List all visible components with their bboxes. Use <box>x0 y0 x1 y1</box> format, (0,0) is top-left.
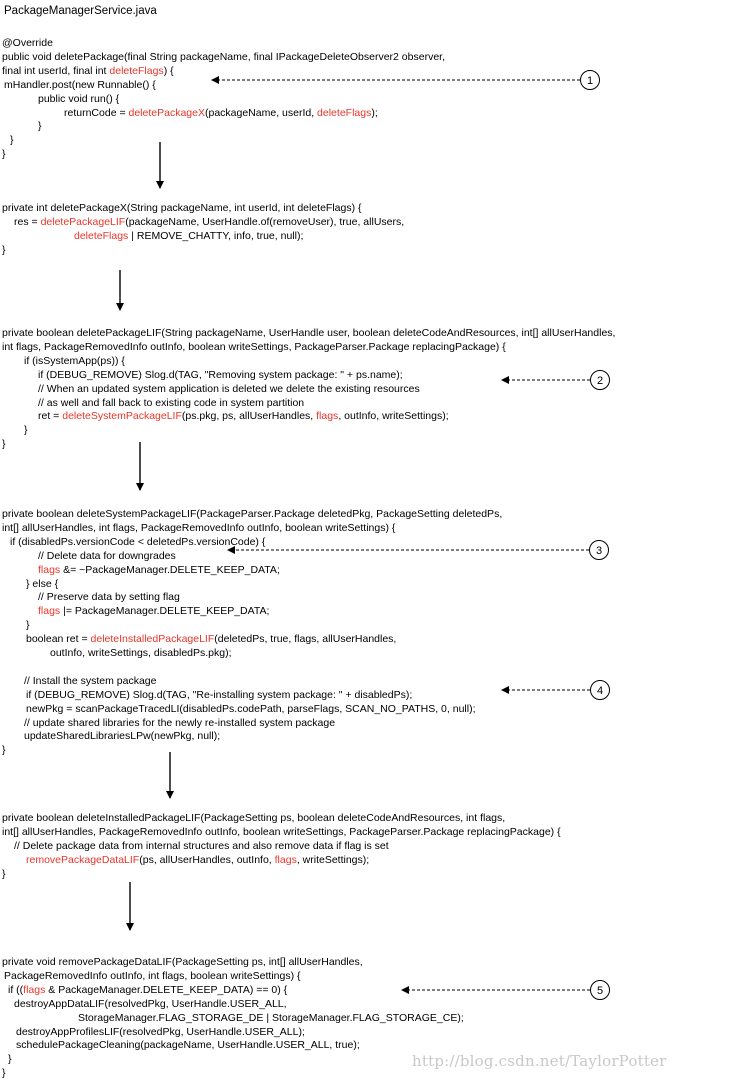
code-text: } <box>24 424 28 437</box>
code-text: ) { <box>163 64 174 77</box>
code-text: (packageName, userId, <box>204 106 318 119</box>
code-text: if (DEBUG_REMOVE) Slog.d(TAG, "Re-installing system package: " + disabledPs); <box>26 688 413 701</box>
file-title: PackageManagerService.java <box>4 5 157 17</box>
code-text: public void deletePackage(final String packageName, final IPackageDeleteObserver2 observer, <box>2 50 445 63</box>
code-text: (deletedPs, true, flags, allUserHandles, <box>214 633 397 646</box>
code-text: // as well and fall back to existing code in system partition <box>38 396 305 409</box>
watermark: http://blog.csdn.net/TaylorPotter <box>412 1052 667 1070</box>
code-text: private void removePackageDataLIF(PackageSetting ps, int[] allUserHandles, <box>2 956 363 968</box>
highlighted-identifier: flags <box>316 410 339 423</box>
callout-number: 2 <box>596 375 604 387</box>
code-text: // Delete data for downgrades <box>38 549 176 562</box>
code-text: (packageName, UserHandle.of(removeUser), true, allUsers, <box>125 215 405 228</box>
code-text: outInfo, writeSettings, disabledPs.pkg); <box>50 647 232 659</box>
callout-3 <box>228 541 609 560</box>
code-text: (ps, allUserHandles, outInfo, <box>139 853 275 866</box>
code-text: schedulePackageCleaning(packageName, UserHandle.USER_ALL, true); <box>16 1039 360 1052</box>
highlighted-identifier: deletePackageLIF <box>40 215 126 228</box>
code-text: returnCode = <box>64 106 129 119</box>
code-text: ret = <box>38 410 63 423</box>
code-text: final int userId, final int <box>2 64 110 77</box>
code-text: } <box>2 744 6 757</box>
code-text: } <box>38 120 42 133</box>
code-text: } <box>2 148 6 161</box>
highlighted-identifier: flags <box>274 853 297 866</box>
highlighted-identifier: deleteInstalledPackageLIF <box>90 633 215 646</box>
code-text: ); <box>371 106 378 119</box>
code-text: & PackageManager.DELETE_KEEP_DATA) == 0) { <box>45 983 288 996</box>
code-text: newPkg = scanPackageTracedLI(disabledPs.codePath, parseFlags, SCAN_NO_PATHS, 0, null); <box>26 702 476 715</box>
code-text: @Override <box>2 37 53 49</box>
code-text: , outInfo, writeSettings); <box>338 410 449 423</box>
highlighted-identifier: deleteFlags <box>109 64 164 77</box>
highlighted-identifier: flags <box>38 563 61 576</box>
callout-2 <box>502 371 610 390</box>
highlighted-identifier: deleteFlags <box>317 106 372 119</box>
callout-1 <box>212 71 600 90</box>
code-text: , writeSettings); <box>296 853 370 866</box>
callout-number: 4 <box>596 685 604 697</box>
code-text: destroyAppDataLIF(resolvedPkg, UserHandle.USER_ALL, <box>14 997 287 1010</box>
code-text: | REMOVE_CHATTY, info, true, null); <box>128 229 304 242</box>
code-text: } <box>2 243 6 256</box>
callout-number: 5 <box>596 985 604 997</box>
code-text: // Install the system package <box>24 674 157 687</box>
code-text: private int deletePackageX(String packageName, int userId, int deleteFlags) { <box>2 202 362 214</box>
highlighted-identifier: flags <box>38 605 61 618</box>
code-text: } <box>26 619 30 632</box>
code-text: public void run() { <box>38 92 120 105</box>
code-text: int[] allUserHandles, PackageRemovedInfo outInfo, boolean writeSettings, PackageParser.Package replacingPackage) { <box>2 825 561 838</box>
highlighted-identifier: flags <box>23 983 46 996</box>
code-text: |= PackageManager.DELETE_KEEP_DATA; <box>60 605 270 618</box>
callout-4 <box>502 681 610 700</box>
highlighted-identifier: deletePackageX <box>128 106 205 119</box>
code-text: StorageManager.FLAG_STORAGE_DE | StorageManager.FLAG_STORAGE_CE); <box>78 1011 464 1024</box>
code-text: res = <box>14 215 41 228</box>
code-text: updateSharedLibrariesLPw(newPkg, null); <box>24 730 221 743</box>
code-text: } <box>10 134 14 147</box>
code-text: mHandler.post(new Runnable() { <box>4 78 156 91</box>
code-text: (ps.pkg, ps, allUserHandles, <box>181 410 317 423</box>
code-text: } <box>2 1067 6 1080</box>
code-text: int flags, PackageRemovedInfo outInfo, boolean writeSettings, PackageParser.Package replacingPackage) { <box>2 340 506 353</box>
code-text: } else { <box>26 577 59 590</box>
code-text: private boolean deleteInstalledPackageLIF(PackageSetting ps, boolean deleteCodeAndResources, int flags, <box>2 812 506 824</box>
code-text: } <box>2 867 6 880</box>
highlighted-identifier: removePackageDataLIF <box>26 853 140 866</box>
code-text: PackageRemovedInfo outInfo, int flags, boolean writeSettings) { <box>4 969 301 982</box>
code-text: if (DEBUG_REMOVE) Slog.d(TAG, "Removing system package: " + ps.name); <box>38 368 403 381</box>
callout-number: 1 <box>586 75 594 87</box>
code-text: } <box>8 1053 12 1066</box>
code-text: private boolean deleteSystemPackageLIF(PackageParser.Package deletedPkg, PackageSetting deletedPs, <box>2 508 503 520</box>
code-text: &= ~PackageManager.DELETE_KEEP_DATA; <box>60 563 280 576</box>
highlighted-identifier: deleteFlags <box>74 229 129 242</box>
code-text: if (isSystemApp(ps)) { <box>24 354 125 367</box>
code-text: } <box>2 438 6 451</box>
code-text: // Delete package data from internal structures and also remove data if flag is set <box>14 839 389 852</box>
callout-5 <box>402 981 610 1000</box>
code-text: if (disabledPs.versionCode < deletedPs.versionCode) { <box>10 535 266 548</box>
code-text: destroyAppProfilesLIF(resolvedPkg, UserHandle.USER_ALL); <box>16 1025 305 1038</box>
code-text: // When an updated system application is deleted we delete the existing resources <box>38 382 420 395</box>
code-text: int[] allUserHandles, int flags, PackageRemovedInfo outInfo, boolean writeSettings) { <box>2 521 396 534</box>
code-text: // Preserve data by setting flag <box>38 591 180 604</box>
callout-number: 3 <box>595 545 603 557</box>
code-text: // update shared libraries for the newly re-installed system package <box>24 716 336 729</box>
code-text: boolean ret = <box>26 633 91 646</box>
highlighted-identifier: deleteSystemPackageLIF <box>62 410 182 423</box>
code-text: if (( <box>8 983 24 996</box>
code-text: private boolean deletePackageLIF(String packageName, UserHandle user, boolean deleteCodeAndResources, int[] allUserHandles, <box>2 327 616 339</box>
